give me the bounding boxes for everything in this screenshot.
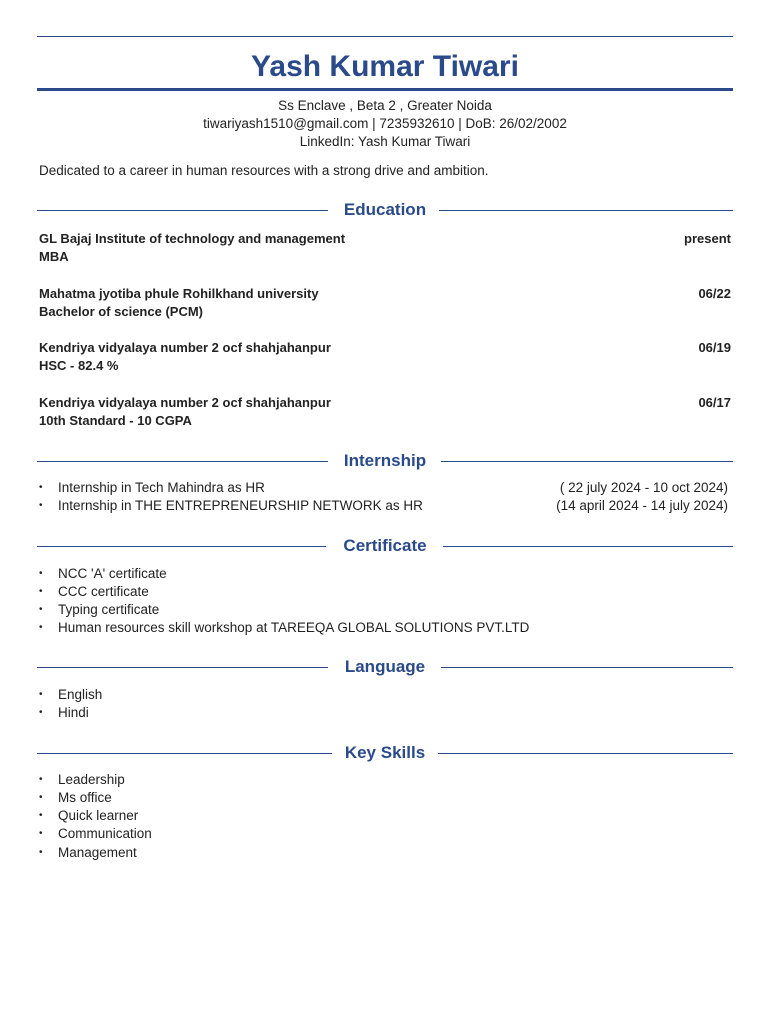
education-entry [39,230,731,266]
education-school: Mahatma jyotiba phule Rohilkhand university [39,286,319,301]
education-date: 06/22 [698,286,731,301]
education-school: Kendriya vidyalaya number 2 ocf shahjahanpur [39,395,331,410]
section-header-certificate [37,534,733,558]
section-title-certificate: Certificate [343,536,427,555]
address-line: Ss Enclave , Beta 2 , Greater Noida [278,98,492,113]
section-header-education [37,198,733,222]
education-entry [39,394,731,430]
candidate-name: Yash Kumar Tiwari [251,50,519,83]
section-header-internship [37,449,733,473]
bullet: • [39,500,43,511]
skill-text: Ms office [58,790,112,805]
bullet: • [39,774,43,785]
section-rule-right [441,667,733,668]
language-text: English [58,687,103,702]
bullet: • [39,604,43,615]
education-degree: MBA [39,249,69,264]
name-divider [37,88,733,91]
section-title-language: Language [344,657,426,676]
certificate-text: Human resources skill workshop at TAREEQA GLOBAL SOLUTIONS PVT.LTD [58,620,530,635]
bullet: • [39,707,43,718]
section-rule-right [439,210,733,211]
linkedin-line: LinkedIn: Yash Kumar Tiwari [299,134,471,149]
language-text: Hindi [58,705,89,720]
summary-text: Dedicated to a career in human resources with a strong drive and ambition. [39,163,489,178]
section-title-education: Education [343,200,427,219]
education-degree: 10th Standard - 10 CGPA [39,413,192,428]
bullet: • [39,689,43,700]
education-degree: HSC - 82.4 % [39,358,119,373]
certificate-text: CCC certificate [58,584,149,599]
education-school: GL Bajaj Institute of technology and management [39,231,346,246]
section-header-skills [37,741,733,765]
contact-line: tiwariyash1510@gmail.com | 7235932610 | DoB: 26/02/2002 [203,116,567,131]
education-entry [39,285,731,321]
skill-text: Communication [58,826,152,841]
internship-text: Internship in THE ENTREPRENEURSHIP NETWORK as HR [58,498,423,513]
education-school: Kendriya vidyalaya number 2 ocf shahjahanpur [39,340,331,355]
education-date: 06/17 [698,395,731,410]
education-degree: Bachelor of science (PCM) [39,304,203,319]
education-date: 06/19 [698,340,731,355]
certificate-text: NCC 'A' certificate [58,566,167,581]
bullet: • [39,810,43,821]
bullet: • [39,586,43,597]
bullet: • [39,792,43,803]
internship-date: ( 22 july 2024 - 10 oct 2024) [559,480,728,495]
internship-date: (14 april 2024 - 14 july 2024) [556,498,728,513]
bullet: • [39,622,43,633]
skill-text: Leadership [58,772,125,787]
bullet: • [39,482,43,493]
education-date: present [684,231,731,246]
section-title-internship: Internship [343,451,427,470]
section-title-skills: Key Skills [344,743,426,762]
internship-text: Internship in Tech Mahindra as HR [58,480,265,495]
section-header-language [37,655,733,679]
skill-text: Quick learner [58,808,139,823]
top-divider [37,36,733,37]
section-rule-right [441,461,733,462]
certificate-text: Typing certificate [58,602,160,617]
education-entry [39,339,731,375]
section-rule-right [443,546,733,547]
bullet: • [39,828,43,839]
bullet: • [39,847,43,858]
bullet: • [39,568,43,579]
skill-text: Management [58,845,137,860]
section-rule-right [438,753,733,754]
